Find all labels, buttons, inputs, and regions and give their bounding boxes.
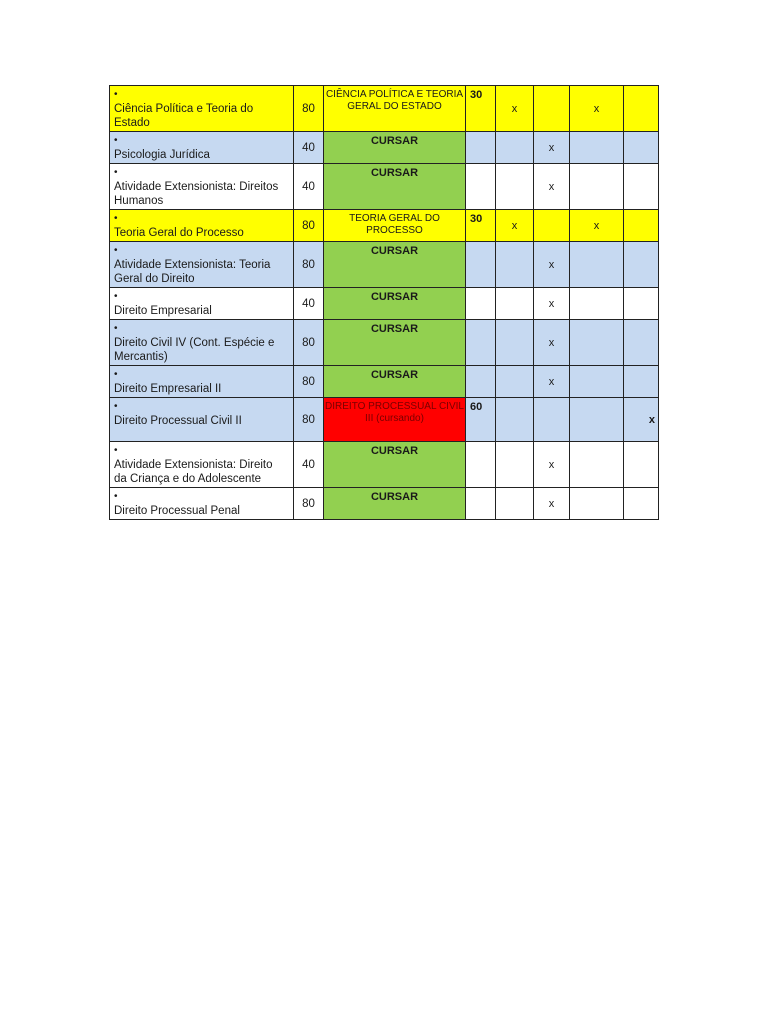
- equivalent-hours-cell: [466, 320, 496, 366]
- subject-name: Direito Empresarial II: [114, 383, 222, 395]
- mark-cell: [624, 488, 659, 520]
- mark-cell: [496, 366, 534, 398]
- equivalent-hours-cell: [466, 242, 496, 288]
- subject-cell: [110, 398, 294, 442]
- mark-cell: [496, 320, 534, 366]
- mark-cell: [570, 210, 624, 242]
- equivalent-hours-cell: [466, 442, 496, 488]
- equivalent-hours-cell: [466, 164, 496, 210]
- subject-name: Atividade Extensionista: Direitos Humanos: [114, 181, 279, 207]
- mark-cell: [534, 210, 570, 242]
- check-mark: x: [548, 497, 555, 510]
- mark-cell: [624, 366, 659, 398]
- mark-cell: [570, 320, 624, 366]
- table-row: [110, 442, 659, 488]
- mark-cell: [534, 164, 570, 210]
- bullet-icon: •: [114, 401, 118, 412]
- mark-cell: [570, 366, 624, 398]
- subject-cell: [110, 488, 294, 520]
- mark-cell: [534, 366, 570, 398]
- check-mark: x: [511, 102, 518, 115]
- bullet-icon: •: [114, 135, 118, 146]
- mark-cell: [534, 398, 570, 442]
- equivalent-hours-cell: [466, 366, 496, 398]
- table-row: [110, 86, 659, 132]
- mark-cell: [496, 164, 534, 210]
- mark-cell: [624, 398, 659, 442]
- bullet-icon: •: [114, 89, 118, 100]
- check-mark: x: [511, 219, 518, 232]
- check-mark: x: [548, 141, 555, 154]
- hours-cell: 80: [294, 488, 324, 520]
- hours-cell: 80: [294, 242, 324, 288]
- mark-cell: [496, 398, 534, 442]
- mark-cell: [624, 242, 659, 288]
- subject-name: Atividade Extensionista: Teoria Geral do Direito: [114, 259, 271, 285]
- bullet-icon: •: [114, 291, 118, 302]
- bullet-icon: •: [114, 491, 118, 502]
- bullet-icon: •: [114, 213, 118, 224]
- mark-cell: [570, 242, 624, 288]
- status-cell: CURSAR: [324, 488, 466, 520]
- mark-cell: [534, 442, 570, 488]
- course-table-crop: [109, 85, 658, 517]
- subject-cell: [110, 366, 294, 398]
- mark-cell: [534, 320, 570, 366]
- status-cell: CURSAR: [324, 288, 466, 320]
- check-mark: x: [648, 413, 655, 426]
- subject-cell: [110, 442, 294, 488]
- subject-name: Direito Processual Civil II: [114, 415, 242, 427]
- mark-cell: [534, 86, 570, 132]
- status-cell: CURSAR: [324, 132, 466, 164]
- hours-cell: 80: [294, 320, 324, 366]
- table-row: [110, 320, 659, 366]
- mark-cell: [496, 442, 534, 488]
- bullet-icon: •: [114, 445, 118, 456]
- mark-cell: [624, 288, 659, 320]
- status-cell: CURSAR: [324, 164, 466, 210]
- status-cell: DIREITO PROCESSUAL CIVIL III (cursando): [324, 398, 466, 442]
- subject-name: Psicologia Jurídica: [114, 149, 210, 161]
- mark-cell: [570, 288, 624, 320]
- mark-cell: [624, 442, 659, 488]
- mark-cell: [624, 164, 659, 210]
- mark-cell: [570, 164, 624, 210]
- mark-cell: [534, 488, 570, 520]
- equivalent-hours-cell: 30: [466, 86, 496, 132]
- equivalent-hours-cell: [466, 288, 496, 320]
- subject-cell: [110, 320, 294, 366]
- subject-name: Ciência Política e Teoria do Estado: [114, 103, 254, 129]
- hours-cell: 40: [294, 288, 324, 320]
- hours-cell: 40: [294, 132, 324, 164]
- mark-cell: [624, 320, 659, 366]
- mark-cell: [624, 210, 659, 242]
- status-cell: CIÊNCIA POLÍTICA E TEORIA GERAL DO ESTADO: [324, 86, 466, 132]
- bullet-icon: •: [114, 245, 118, 256]
- bullet-icon: •: [114, 369, 118, 380]
- table-row: [110, 132, 659, 164]
- equivalent-hours-cell: 30: [466, 210, 496, 242]
- mark-cell: [496, 242, 534, 288]
- hours-cell: 80: [294, 398, 324, 442]
- subject-cell: [110, 210, 294, 242]
- table-row: [110, 488, 659, 520]
- check-mark: x: [548, 297, 555, 310]
- mark-cell: [534, 288, 570, 320]
- mark-cell: [570, 398, 624, 442]
- table-row: [110, 242, 659, 288]
- mark-cell: [534, 132, 570, 164]
- status-cell: TEORIA GERAL DO PROCESSO: [324, 210, 466, 242]
- check-mark: x: [593, 102, 600, 115]
- status-cell: CURSAR: [324, 366, 466, 398]
- hours-cell: 80: [294, 210, 324, 242]
- subject-cell: [110, 132, 294, 164]
- hours-cell: 40: [294, 442, 324, 488]
- hours-cell: 40: [294, 164, 324, 210]
- subject-cell: [110, 164, 294, 210]
- status-cell: CURSAR: [324, 320, 466, 366]
- mark-cell: [534, 242, 570, 288]
- table-row: [110, 164, 659, 210]
- equivalent-hours-cell: [466, 488, 496, 520]
- subject-name: Direito Processual Penal: [114, 505, 240, 517]
- mark-cell: [624, 132, 659, 164]
- subject-name: Direito Civil IV (Cont. Espécie e Mercantis): [114, 337, 275, 363]
- mark-cell: [496, 488, 534, 520]
- check-mark: x: [548, 458, 555, 471]
- mark-cell: [570, 86, 624, 132]
- table-row: [110, 288, 659, 320]
- table-body: [110, 86, 659, 520]
- check-mark: x: [548, 375, 555, 388]
- bullet-icon: •: [114, 323, 118, 334]
- hours-cell: 80: [294, 366, 324, 398]
- status-cell: CURSAR: [324, 442, 466, 488]
- hours-cell: 80: [294, 86, 324, 132]
- mark-cell: [624, 86, 659, 132]
- mark-cell: [570, 488, 624, 520]
- mark-cell: [496, 132, 534, 164]
- mark-cell: [496, 288, 534, 320]
- subject-name: Atividade Extensionista: Direito da Criança e do Adolescente: [114, 459, 273, 485]
- equivalent-hours-cell: 60: [466, 398, 496, 442]
- equivalent-hours-cell: [466, 132, 496, 164]
- check-mark: x: [548, 258, 555, 271]
- mark-cell: [496, 86, 534, 132]
- mark-cell: [496, 210, 534, 242]
- subject-name: Direito Empresarial: [114, 305, 212, 317]
- subject-cell: [110, 288, 294, 320]
- check-mark: x: [548, 336, 555, 349]
- course-equivalence-table: [109, 85, 659, 520]
- subject-cell: [110, 242, 294, 288]
- check-mark: x: [548, 180, 555, 193]
- subject-name: Teoria Geral do Processo: [114, 227, 244, 239]
- bullet-icon: •: [114, 167, 118, 178]
- subject-cell: [110, 86, 294, 132]
- status-cell: CURSAR: [324, 242, 466, 288]
- mark-cell: [570, 132, 624, 164]
- table-row: [110, 210, 659, 242]
- check-mark: x: [593, 219, 600, 232]
- table-row: [110, 398, 659, 442]
- table-row: [110, 366, 659, 398]
- mark-cell: [570, 442, 624, 488]
